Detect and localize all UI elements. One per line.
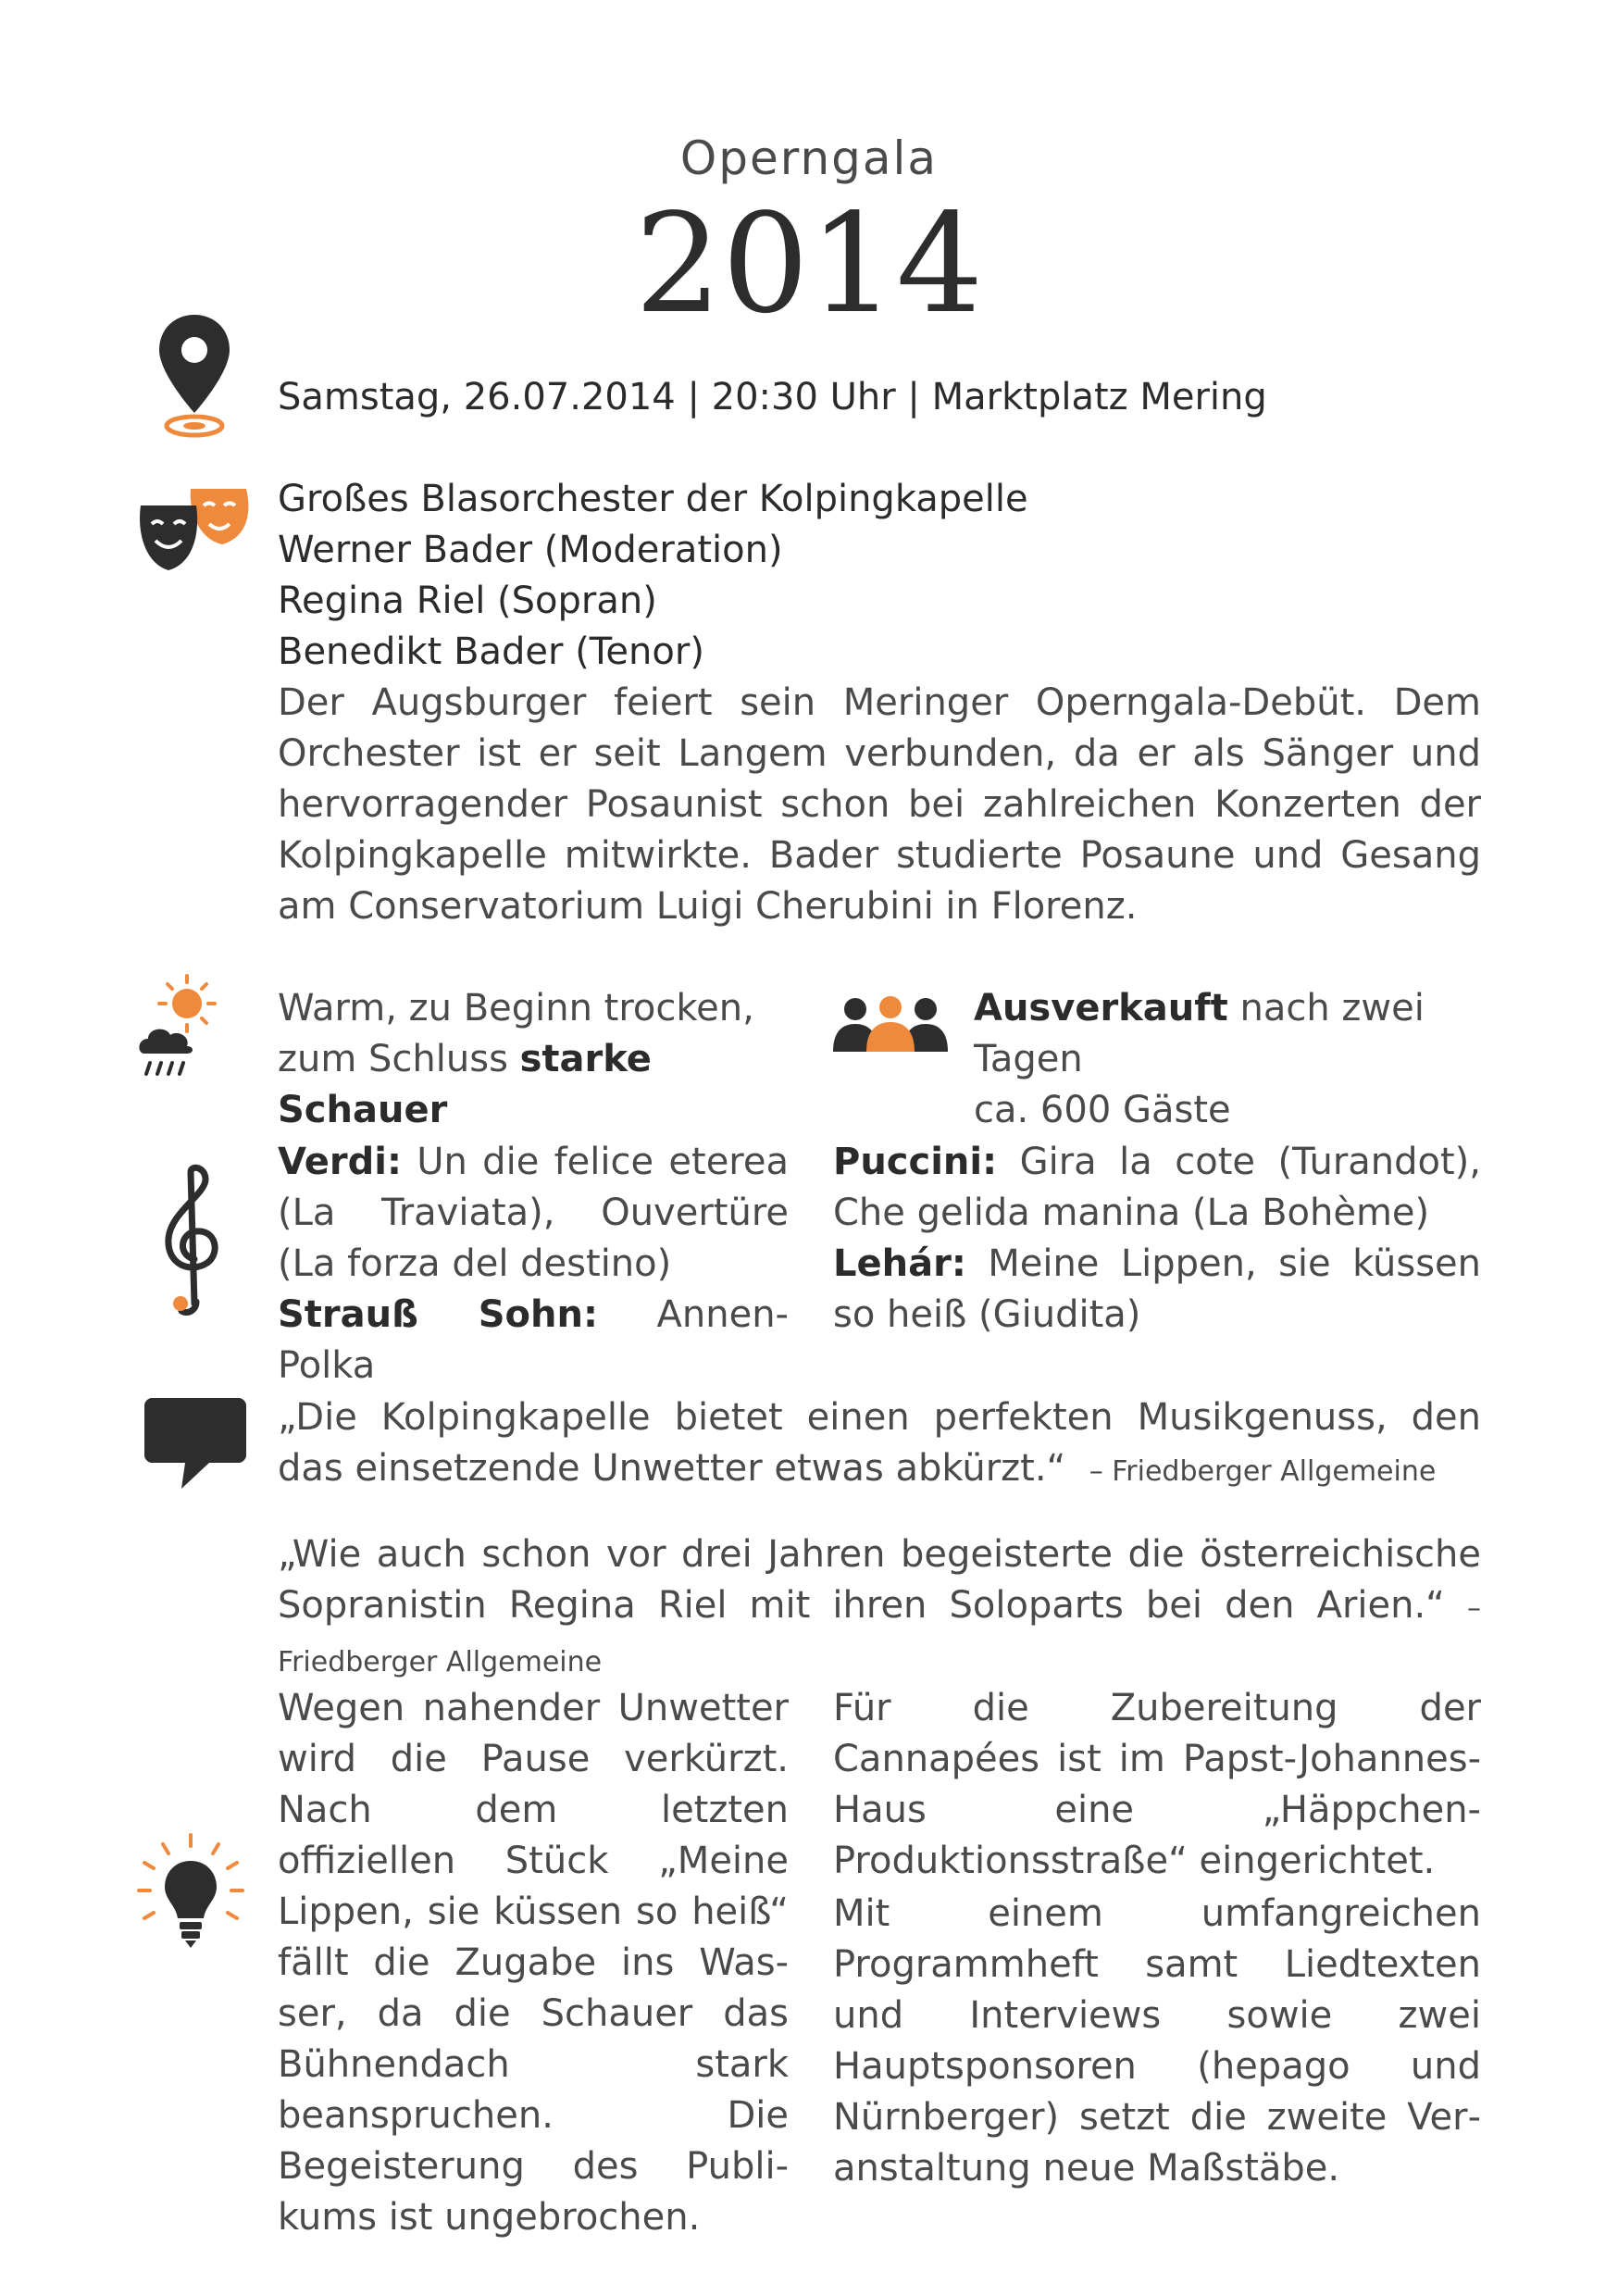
program-left — [278, 1137, 789, 1391]
quote-text: „Wie auch schon vor drei Jahren begeisterte die österreichische Sopranistin Regina Riel mit ihren Soloparts bei den Arien.“ — [278, 1533, 1481, 1627]
performer-name: Werner Bader (Moderation) — [278, 529, 783, 571]
note-right-2: Mit einem umfangreichen Programmheft samt Liedtexten und Interviews sowie zwei Hauptsponsoren (hepago und Nürnberger) setzt die zweite Veranstaltung neue Maßstäbe. — [833, 1892, 1481, 2190]
program-right — [833, 1137, 1481, 1341]
performer-list — [278, 474, 1481, 678]
note-right-1: Für die Zubereitung der Cannapées ist im Papst-Johannes-Haus eine „Häppchen-Produktionsstraße“ eingerichtet. — [833, 1687, 1481, 1882]
work-list: Gira la cote (Turandot), Che gelida manina (La Bohème) — [833, 1141, 1481, 1234]
note-left: Wegen nahender Unwetter wird die Pause verkürzt. Nach dem letzten offiziellen Stück „Meine Lippen, sie küssen so heiß“ fällt die Zugabe ins Wasser, da die Schauer das Bühnendach stark beanspruchen. Die Begeisterung des Publikums ist ungebrochen. — [278, 1687, 789, 2239]
performer-bio: Der Augsburger feiert sein Meringer Operngala-Debüt. Dem Orchester ist er seit Langem verbunden, da er als Sänger und hervorragender Posaunist schon bei zahlreichen Konzerten der Kolpingkapelle mitwirkte. Bader studierte Posaune und Gesang am Conservatorium Luigi Cherubini in Florenz. — [278, 681, 1481, 928]
audience-line-1-rest: nach zwei Tagen — [974, 987, 1425, 1080]
quote — [278, 1529, 1481, 1688]
program-entry — [833, 1239, 1481, 1341]
quote-source: – Friedberger Allgemeine — [278, 1592, 1482, 1678]
audience-group-icon — [833, 996, 948, 1054]
quote — [278, 1392, 1481, 1497]
program-entry — [278, 1137, 789, 1290]
page-title-year: 2014 — [634, 184, 984, 343]
weather-line-2 — [278, 1034, 796, 1136]
quote-source: – Friedberger Allgemeine — [1089, 1455, 1437, 1488]
speech-bubble-icon — [144, 1398, 246, 1491]
weather-sun-rain-icon — [137, 970, 218, 1079]
audience-line-2: ca. 600 Gäste — [974, 1089, 1231, 1131]
work-list: Un die felice eterea (La Traviata), Ouvertüre (La forza del destino) — [278, 1141, 789, 1285]
weather-line-1: Warm, zu Beginn trocken, — [278, 987, 754, 1029]
work-list: Meine Lippen, sie küssen so heiß (Giudita) — [833, 1242, 1481, 1336]
treble-clef-icon — [156, 1163, 230, 1320]
weather-text — [278, 983, 796, 1136]
weather-highlight: starke Schauer — [278, 1038, 652, 1131]
audience-line-1 — [974, 983, 1492, 1085]
event-info: Samstag, 26.07.2014 | 20:30 Uhr | Marktplatz Mering — [278, 376, 1267, 418]
lightbulb-icon — [137, 1833, 244, 1953]
composer-name: Lehár: — [833, 1242, 966, 1285]
performer-name: Benedikt Bader (Tenor) — [278, 630, 704, 673]
program-entry — [833, 1137, 1481, 1239]
audience-text — [974, 983, 1492, 1136]
composer-name: Strauß Sohn: — [278, 1293, 598, 1336]
performer-name: Großes Blasorchester der Kolpingkapelle — [278, 478, 1028, 520]
theater-masks-icon — [137, 483, 257, 576]
page-subtitle: Operngala — [679, 131, 939, 185]
weather-line-2-prefix: zum Schluss — [278, 1038, 520, 1080]
composer-name: Verdi: — [278, 1141, 402, 1183]
performer-name: Regina Riel (Sopran) — [278, 580, 657, 622]
program-entry — [278, 1290, 789, 1391]
location-pin-icon — [157, 313, 231, 443]
work-list: Annen-Polka — [278, 1293, 789, 1387]
audience-highlight: Ausverkauft — [974, 987, 1228, 1029]
composer-name: Puccini: — [833, 1141, 998, 1183]
quote-text: „Die Kolpingkapelle bietet einen perfekten Musikgenuss, den das einsetzende Unwetter etwas abkürzt.“ — [278, 1396, 1481, 1490]
